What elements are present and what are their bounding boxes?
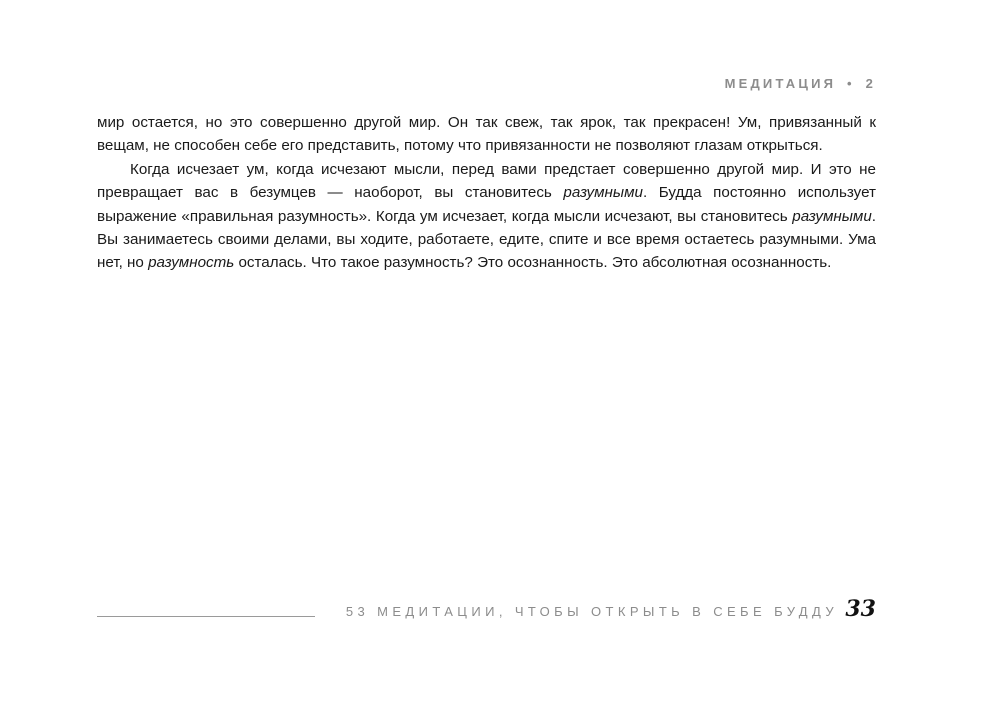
paragraph-2-emphasis-2: разумными: [792, 207, 872, 225]
paragraph-2-part-4: осталась. Что такое разумность? Это осознанность. Это абсолютная осознанность.: [234, 254, 832, 272]
body-text: [97, 111, 876, 275]
paragraph-2-part-1: Когда исчезает ум, когда исчезают мысли, перед вами предстает совершенно другой мир. И это не превращает вас в безумцев — наоборот, вы становитесь: [97, 160, 876, 202]
paragraph-2: [97, 158, 876, 275]
paragraph-1: мир остается, но это совершенно другой мир. Он так свеж, так ярок, так прекрасен! Ум, привязанный к вещам, не способен себе его представить, потому что привязанности не позволяют глазам открыться.: [97, 114, 876, 155]
running-head-number: 2: [865, 76, 876, 91]
footer-book-title: 53 МЕДИТАЦИИ, ЧТОБЫ ОТКРЫТЬ В СЕБЕ БУДДУ: [345, 604, 838, 619]
running-head: [725, 76, 876, 91]
footer-rule: [97, 616, 315, 617]
running-head-separator: •: [846, 76, 855, 91]
page-number: 33: [845, 596, 876, 622]
paragraph-2-part-2: . Будда постоянно использует выражение «правильная разумность». Когда ум исчезает, когда мысли исчезают, вы становитесь: [97, 184, 876, 225]
paragraph-2-part-3: . Вы занимаетесь своими делами, вы ходите, работаете, едите, спите и все время остаетесь разумными. Ума нет, но: [97, 207, 876, 272]
paragraph-2-emphasis-3: разумность: [148, 254, 235, 272]
running-head-title: МЕДИТАЦИЯ: [724, 76, 837, 91]
paragraph-2-emphasis-1: разумными: [563, 184, 643, 202]
